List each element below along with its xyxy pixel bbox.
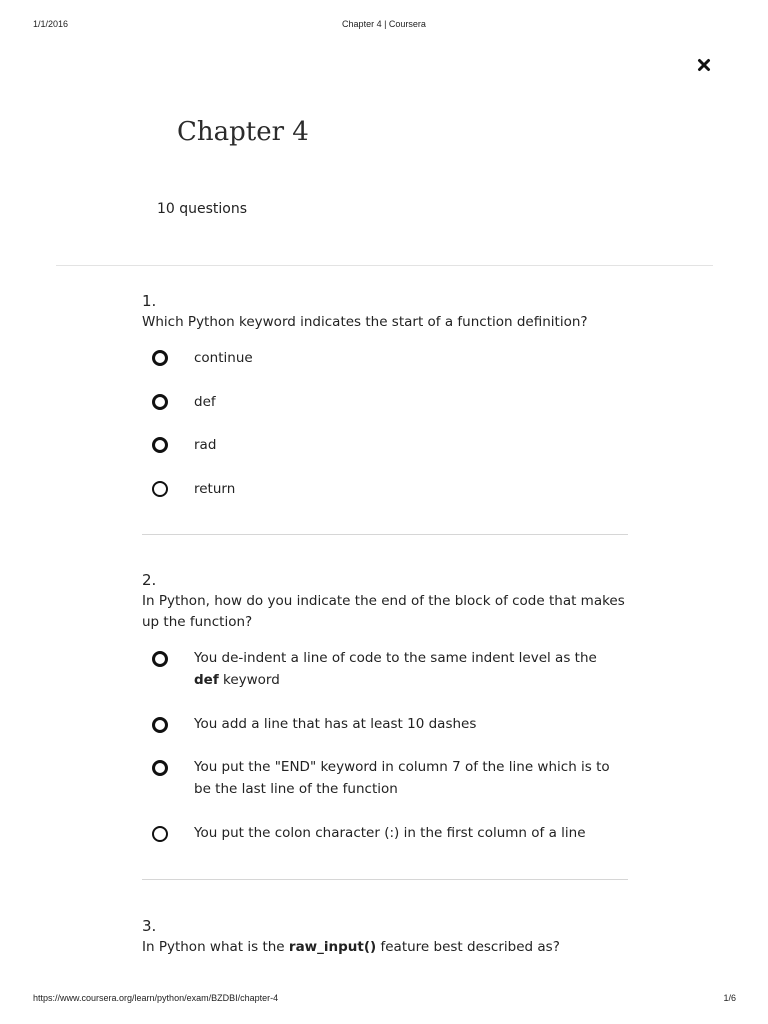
option-label: You put the colon character (:) in the first column of a line — [194, 825, 586, 841]
radio-button[interactable] — [152, 826, 168, 842]
option-deindent[interactable] — [142, 647, 628, 693]
radio-button[interactable] — [152, 350, 168, 366]
question-count: 10 questions — [157, 201, 248, 217]
def-keyword: def — [194, 672, 219, 688]
question-text — [142, 937, 628, 958]
question-number: 1. — [142, 292, 157, 310]
option-end-keyword[interactable] — [142, 756, 628, 802]
print-date: 1/1/2016 — [33, 19, 69, 29]
option-label-text: keyword — [218, 672, 280, 688]
question-2 — [142, 569, 628, 841]
option-colon[interactable] — [142, 822, 628, 850]
question-number: 3. — [142, 917, 157, 935]
print-page-number: 1/6 — [723, 993, 736, 1003]
print-url: https://www.coursera.org/learn/python/exam/BZDBI/chapter-4 — [33, 993, 279, 1003]
print-page-title: Chapter 4 | Coursera — [342, 19, 426, 29]
radio-button[interactable] — [152, 394, 168, 410]
question-divider — [142, 879, 628, 880]
radio-button[interactable] — [152, 760, 168, 776]
question-number: 2. — [142, 571, 157, 589]
option-label: You put the "END" keyword in column 7 of the line which is to be the last line of the function — [194, 759, 610, 797]
radio-button[interactable] — [152, 437, 168, 453]
question-text: Which Python keyword indicates the start of a function definition? — [142, 314, 588, 330]
question-text-part: feature best described as? — [376, 939, 560, 955]
option-label — [194, 647, 624, 691]
question-divider — [142, 534, 628, 535]
option-continue[interactable] — [142, 345, 628, 373]
option-dashes[interactable] — [142, 713, 628, 741]
close-icon — [697, 58, 713, 72]
option-label: return — [194, 481, 236, 497]
question-3 — [142, 915, 628, 958]
option-label: def — [194, 394, 216, 410]
radio-button[interactable] — [152, 481, 168, 497]
print-footer — [0, 993, 768, 1005]
option-label: continue — [194, 350, 253, 366]
question-text: In Python, how do you indicate the end of the block of code that makes up the function? — [142, 593, 625, 630]
radio-button[interactable] — [152, 651, 168, 667]
question-1 — [142, 290, 628, 497]
raw-input-keyword: raw_input() — [288, 939, 377, 955]
option-rad[interactable] — [142, 432, 628, 460]
option-label-text: You de-indent a line of code to the same indent level as the — [194, 650, 597, 666]
print-header — [0, 19, 768, 31]
page-title: Chapter 4 — [177, 117, 309, 147]
option-def[interactable] — [142, 389, 628, 417]
option-label: You add a line that has at least 10 dashes — [194, 716, 477, 732]
option-return[interactable] — [142, 476, 628, 504]
close-button[interactable] — [697, 58, 713, 74]
question-text-part: In Python what is the — [142, 939, 289, 955]
divider — [56, 265, 713, 266]
radio-button[interactable] — [152, 717, 168, 733]
option-label: rad — [194, 437, 217, 453]
